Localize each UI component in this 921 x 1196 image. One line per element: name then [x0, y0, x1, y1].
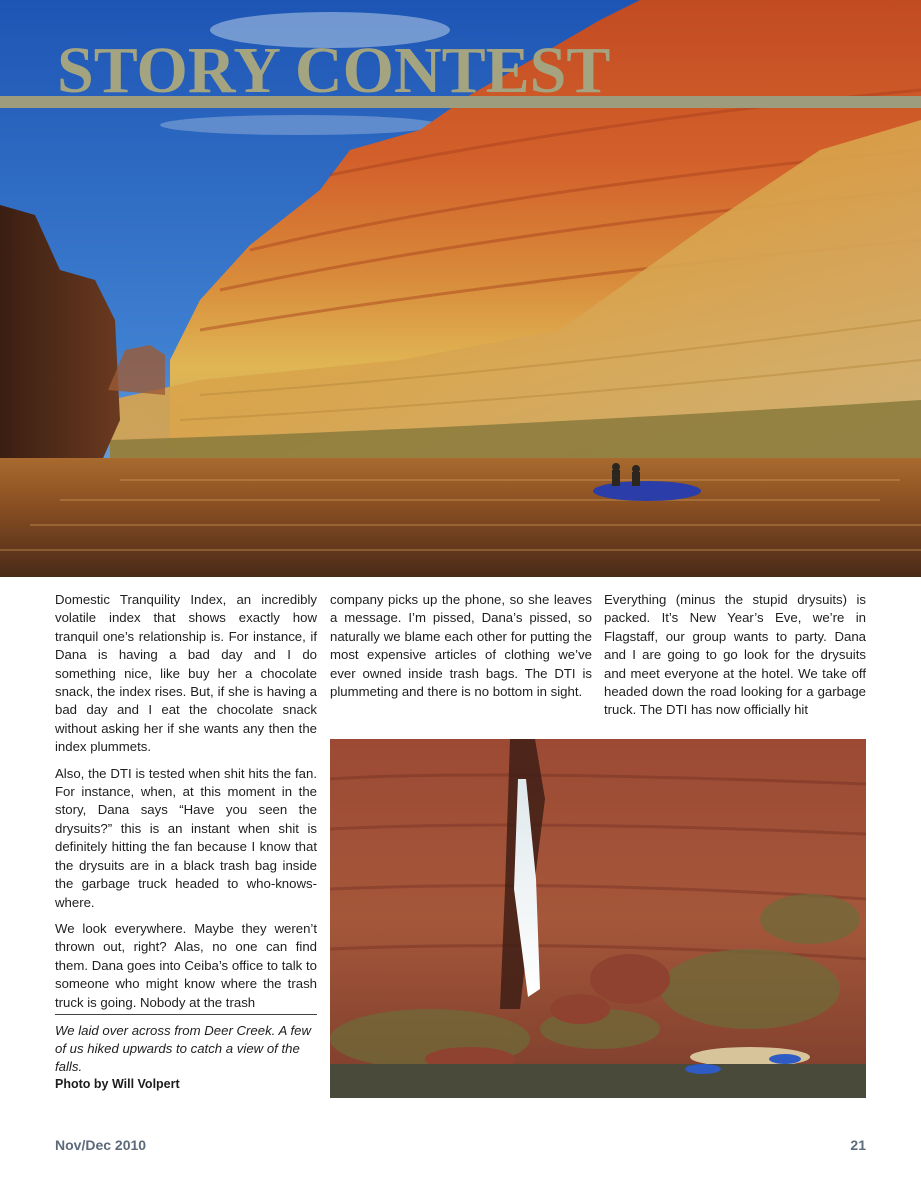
text-column-2: [330, 591, 592, 709]
paragraph: We look everywhere. Maybe they weren’t thrown out, right? Alas, no one can find them. Dana goes into Ceiba’s office to talk to someone who might know where the trash truck is going. Nobody at the trash: [55, 920, 317, 1010]
page-number: 21: [850, 1137, 866, 1153]
paragraph: Domestic Tranquility Index, an incredibly volatile index that shows exactly how tranquil one’s relationship is. For instance, if Dana is having a bad day and I do something nice, like buy her a chocolate snack, the index rises. But, if she is having a bad day and I eat the chocolate snack without asking her if she wants any then the index plummets.: [55, 592, 317, 755]
text-column-1: [55, 591, 317, 1020]
page-title: STORY CONTEST: [57, 34, 611, 107]
waterfall-illustration: [330, 739, 866, 1098]
caption-text: We laid over across from Deer Creek. A few of us hiked upwards to catch a view of the falls.: [55, 1023, 312, 1074]
text-column-3: [604, 591, 866, 728]
paragraph: Also, the DTI is tested when shit hits the fan. For instance, when, at this moment in the story, Dana says “Have you seen the drysuits?” this is an instant when shit is definitely hitting the fan because I know that the drysuits are in a black trash bag inside the garbage truck headed to who-knows-where.: [55, 765, 317, 910]
photo-credit: Photo by Will Volpert: [55, 1077, 180, 1091]
paragraph: company picks up the phone, so she leaves a message. I’m pissed, Dana’s pissed, so naturally we blame each other for putting the most expensive articles of clothing we’ve ever owned inside trash bags. The DTI is plummeting and there is no bottom in sight.: [330, 592, 592, 700]
photo-caption: [55, 1014, 317, 1092]
inset-photo: [330, 739, 866, 1098]
issue-date: Nov/Dec 2010: [55, 1137, 147, 1153]
paragraph: Everything (minus the stupid drysuits) is packed. It’s New Year’s Eve, we’re in Flagstaff, our group wants to party. Dana and I are going to go look for the drysuits and meet everyone at the hotel. We take off headed down the road looking for a garbage truck. The DTI has now officially hit: [604, 592, 866, 718]
